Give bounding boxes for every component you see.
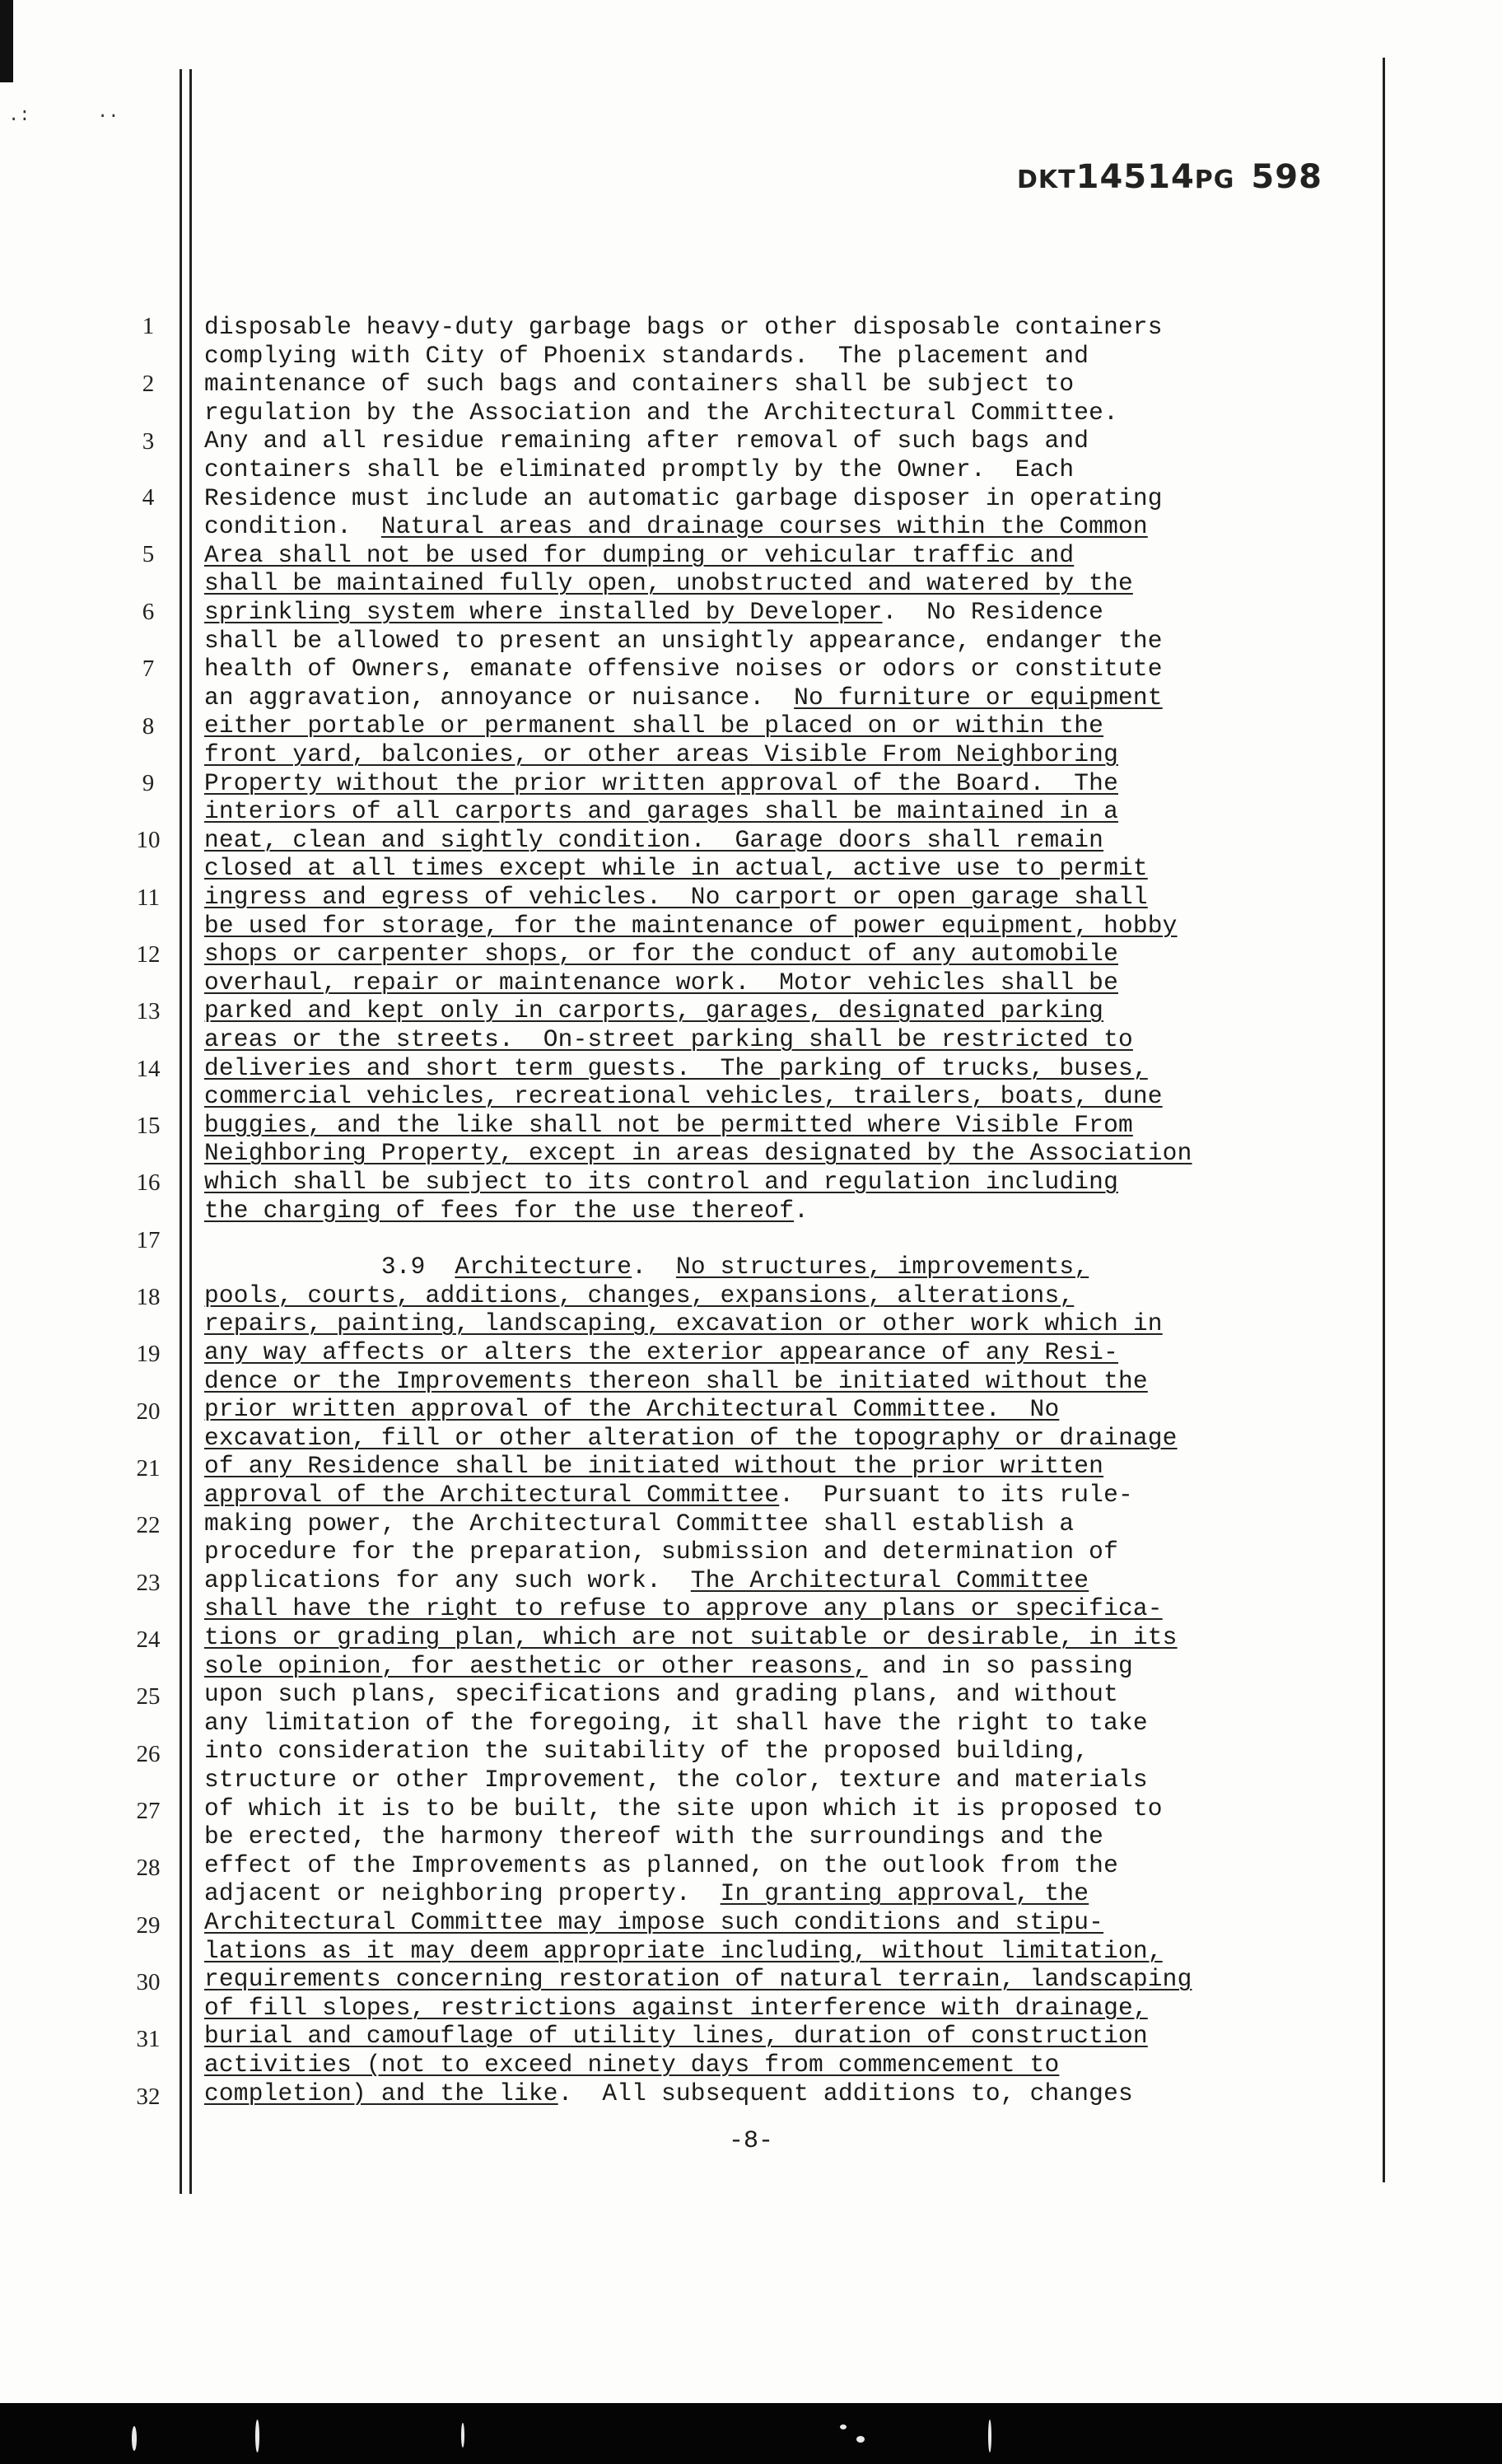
text-run: be erected, the harmony thereof with the surroundings and the xyxy=(204,1822,1104,1851)
text-run: adjacent or neighboring property. xyxy=(204,1879,721,1908)
text-line xyxy=(204,427,1089,455)
text-line xyxy=(204,1794,1163,1822)
left-margin-rule xyxy=(180,69,182,2194)
underlined-text: areas or the streets. On-street parking shall be restricted to xyxy=(204,1025,1133,1053)
line-number: 1 xyxy=(142,313,155,339)
underlined-text: Natural areas and drainage courses within the Common xyxy=(380,512,1148,541)
text-run: any limitation of the foregoing, it shall have the right to take xyxy=(204,1708,1148,1737)
line-number: 16 xyxy=(136,1169,161,1196)
text-line xyxy=(204,854,1148,882)
text-run: maintenance of such bags and containers shall be subject to xyxy=(204,370,1075,399)
underlined-text: ingress and egress of vehicles. No carport or open garage shall xyxy=(204,883,1148,911)
text-line xyxy=(204,512,1148,540)
underlined-text: requirements concerning restoration of natural terrain, landscaping xyxy=(204,1965,1192,1994)
text-line xyxy=(204,1937,1163,1965)
text-line xyxy=(204,912,1178,940)
underlined-text: activities (not to exceed ninety days from commencement to xyxy=(204,2051,1060,2079)
underlined-text: commercial vehicles, recreational vehicles, trailers, boats, dune xyxy=(204,1082,1163,1111)
text-line xyxy=(204,1111,1133,1139)
underlined-text: Neighboring Property, except in areas designated by the Association xyxy=(204,1139,1192,1168)
underlined-text: Area shall not be used for dumping or vehicular traffic and xyxy=(204,540,1075,569)
scan-speck: .. xyxy=(97,102,119,123)
book-page-stamp xyxy=(1017,158,1363,196)
underlined-text: deliveries and short term guests. The parking of trucks, buses, xyxy=(204,1053,1148,1082)
text-line xyxy=(204,1510,1074,1538)
right-margin-rule xyxy=(1383,58,1385,2182)
line-number: 4 xyxy=(142,484,155,511)
text-line xyxy=(204,569,1133,597)
line-number: 10 xyxy=(136,827,161,853)
text-line xyxy=(204,627,1163,655)
text-run: into consideration the suitability of the proposed building, xyxy=(204,1737,1089,1766)
line-number: 31 xyxy=(136,2026,161,2052)
line-number: 19 xyxy=(136,1341,161,1367)
text-run: . xyxy=(794,1196,809,1225)
text-line xyxy=(204,1452,1103,1480)
line-number: 23 xyxy=(136,1570,161,1596)
left-margin-rule xyxy=(189,69,192,2194)
text-line xyxy=(204,1281,1074,1309)
text-run: . Pursuant to its rule- xyxy=(779,1481,1133,1509)
text-line xyxy=(204,684,1163,712)
text-line xyxy=(204,2079,1133,2107)
text-line xyxy=(204,399,1118,427)
text-line xyxy=(204,940,1118,968)
line-number: 32 xyxy=(136,2084,161,2110)
text-line xyxy=(204,996,1103,1024)
underlined-text: No furniture or equipment xyxy=(794,683,1163,712)
text-line xyxy=(204,1822,1103,1850)
text-line xyxy=(204,1309,1163,1337)
text-line xyxy=(204,1737,1089,1765)
line-number: 28 xyxy=(136,1855,161,1881)
line-number: 20 xyxy=(136,1398,161,1425)
underlined-text: any way affects or alters the exterior appearance of any Resi- xyxy=(204,1338,1118,1366)
text-line xyxy=(204,740,1118,768)
text-run: condition. xyxy=(204,512,381,541)
scan-noise xyxy=(132,2426,137,2451)
line-number: 13 xyxy=(136,998,161,1024)
underlined-text: Architecture xyxy=(455,1253,632,1281)
line-number: 2 xyxy=(142,371,155,397)
underlined-text: sprinkling system where installed by Developer xyxy=(204,598,883,626)
line-number: 30 xyxy=(136,1969,161,1995)
text-run: shall be allowed to present an unsightly appearance, endanger the xyxy=(204,626,1163,655)
line-number: 6 xyxy=(142,599,155,625)
line-number: 22 xyxy=(136,1512,161,1538)
underlined-text: interiors of all carports and garages shall be maintained in a xyxy=(204,797,1118,826)
underlined-text: neat, clean and sightly condition. Garage doors shall remain xyxy=(204,825,1104,854)
stamp-page-number: 598 xyxy=(1251,158,1322,196)
underlined-text: be used for storage, for the maintenance of power equipment, hobby xyxy=(204,911,1178,940)
text-line xyxy=(204,1025,1133,1053)
text-run: Residence must include an automatic garbage disposer in operating xyxy=(204,483,1163,512)
text-line xyxy=(204,1908,1103,1936)
text-line xyxy=(204,826,1103,854)
underlined-text: Property without the prior written approval of the Board. The xyxy=(204,768,1118,797)
text-line xyxy=(204,2051,1059,2079)
underlined-text: front yard, balconies, or other areas Visible From Neighboring xyxy=(204,740,1118,768)
text-line xyxy=(204,883,1148,911)
line-number: 9 xyxy=(142,770,155,796)
line-number: 14 xyxy=(136,1056,161,1082)
text-line xyxy=(204,342,1089,370)
text-line xyxy=(204,1594,1163,1622)
scan-noise xyxy=(255,2420,259,2452)
text-line xyxy=(204,968,1118,996)
text-line xyxy=(204,655,1163,683)
line-number: 8 xyxy=(142,713,155,740)
underlined-text: shops or carpenter shops, or for the conduct of any automobile xyxy=(204,940,1118,968)
book-prefix: DKT xyxy=(1017,166,1076,194)
text-line xyxy=(204,1139,1192,1167)
line-number: 15 xyxy=(136,1113,161,1139)
text-line xyxy=(204,1652,1133,1680)
text-line xyxy=(204,1879,1089,1907)
text-run: . All subsequent additions to, changes xyxy=(557,2079,1133,2107)
line-number: 29 xyxy=(136,1912,161,1939)
text-run: and in so passing xyxy=(867,1651,1133,1680)
underlined-text: In granting approval, the xyxy=(720,1879,1089,1908)
text-line xyxy=(204,1395,1059,1423)
scan-noise xyxy=(856,2436,865,2443)
line-number: 5 xyxy=(142,541,155,567)
underlined-text: closed at all times except while in actual, active use to permit xyxy=(204,854,1148,883)
line-number: 24 xyxy=(136,1626,161,1653)
underlined-text: overhaul, repair or maintenance work. Motor vehicles shall be xyxy=(204,968,1118,996)
text-line xyxy=(204,1851,1118,1879)
underlined-text: dence or the Improvements thereon shall be initiated without the xyxy=(204,1366,1148,1395)
underlined-text: No structures, improvements, xyxy=(675,1253,1089,1281)
text-line xyxy=(204,1965,1192,1993)
text-line xyxy=(204,1680,1118,1708)
text-line xyxy=(204,1566,1089,1594)
underlined-text: which shall be subject to its control and regulation including xyxy=(204,1168,1118,1196)
text-line xyxy=(204,484,1163,512)
text-line xyxy=(204,712,1103,740)
scan-speck: .: xyxy=(8,105,30,126)
underlined-text: approval of the Architectural Committee xyxy=(204,1481,780,1509)
underlined-text: lations as it may deem appropriate including, without limitation, xyxy=(204,1936,1163,1965)
text-line xyxy=(204,1367,1148,1395)
text-run: procedure for the preparation, submission and determination of xyxy=(204,1538,1118,1566)
scan-corner-mark xyxy=(0,0,13,82)
underlined-text: sole opinion, for aesthetic or other reasons, xyxy=(204,1651,868,1680)
text-run: containers shall be eliminated promptly by the Owner. Each xyxy=(204,455,1075,483)
underlined-text: excavation, fill or other alteration of the topography or drainage xyxy=(204,1423,1178,1452)
line-number: 21 xyxy=(136,1455,161,1482)
scan-noise xyxy=(840,2424,847,2429)
page-prefix: PG xyxy=(1194,166,1235,194)
text-line xyxy=(204,455,1074,483)
text-line xyxy=(204,1338,1118,1366)
text-run: disposable heavy-duty garbage bags or other disposable containers xyxy=(204,313,1163,341)
text-line xyxy=(204,2022,1148,2050)
underlined-text: prior written approval of the Architectural Committee. No xyxy=(204,1395,1060,1424)
underlined-text: shall be maintained fully open, unobstructed and watered by the xyxy=(204,569,1133,598)
page-number: -8- xyxy=(728,2127,773,2155)
text-line xyxy=(204,313,1163,341)
text-line xyxy=(204,1766,1148,1794)
text-run: Any and all residue remaining after removal of such bags and xyxy=(204,427,1089,455)
underlined-text: Architectural Committee may impose such conditions and stipu- xyxy=(204,1908,1104,1936)
text-run: effect of the Improvements as planned, on the outlook from the xyxy=(204,1850,1118,1879)
underlined-text: shall have the right to refuse to approve any plans or specifica- xyxy=(204,1594,1163,1623)
text-line xyxy=(204,1082,1163,1110)
underlined-text: completion) and the like xyxy=(204,2079,558,2107)
text-line xyxy=(204,1197,809,1225)
text-line xyxy=(204,1709,1148,1737)
text-line xyxy=(204,541,1074,569)
text-line xyxy=(204,1623,1178,1651)
text-line xyxy=(204,1168,1118,1196)
text-line xyxy=(204,1481,1133,1509)
underlined-text: pools, courts, additions, changes, expansions, alterations, xyxy=(204,1281,1075,1309)
text-line xyxy=(204,598,1103,626)
text-run: of which it is to be built, the site upon which it is proposed to xyxy=(204,1794,1163,1822)
underlined-text: parked and kept only in carports, garages, designated parking xyxy=(204,996,1104,1025)
text-line xyxy=(204,370,1074,398)
text-run: 3.9 xyxy=(204,1253,455,1281)
text-run: applications for any such work. xyxy=(204,1566,691,1594)
line-number: 12 xyxy=(136,941,161,968)
text-line xyxy=(204,1424,1178,1452)
text-line xyxy=(204,1538,1118,1566)
text-line xyxy=(204,1253,1089,1281)
text-run: structure or other Improvement, the color, texture and materials xyxy=(204,1766,1148,1794)
line-number: 26 xyxy=(136,1741,161,1767)
text-line xyxy=(204,1054,1148,1082)
underlined-text: The Architectural Committee xyxy=(690,1566,1089,1594)
line-number: 27 xyxy=(136,1798,161,1824)
scan-noise xyxy=(461,2423,464,2448)
line-number: 25 xyxy=(136,1683,161,1710)
text-run: upon such plans, specifications and grading plans, and without xyxy=(204,1680,1118,1709)
text-run: regulation by the Association and the Architectural Committee. xyxy=(204,398,1118,427)
line-number: 18 xyxy=(136,1284,161,1310)
text-run: . xyxy=(632,1253,676,1281)
underlined-text: tions or grading plan, which are not suitable or desirable, in its xyxy=(204,1623,1178,1651)
text-run: health of Owners, emanate offensive noises or odors or constitute xyxy=(204,655,1163,684)
underlined-text: the charging of fees for the use thereof xyxy=(204,1196,795,1225)
scan-bottom-edge xyxy=(0,2403,1502,2464)
text-line xyxy=(204,1994,1148,2022)
line-number: 11 xyxy=(137,884,160,911)
text-run: complying with City of Phoenix standards. The placement and xyxy=(204,341,1089,370)
underlined-text: of any Residence shall be initiated without the prior written xyxy=(204,1452,1104,1481)
underlined-text: of fill slopes, restrictions against interference with drainage, xyxy=(204,1993,1148,2022)
text-run: an aggravation, annoyance or nuisance. xyxy=(204,683,795,712)
underlined-text: burial and camouflage of utility lines, duration of construction xyxy=(204,2022,1148,2051)
text-line xyxy=(204,769,1118,797)
text-run: making power, the Architectural Committee shall establish a xyxy=(204,1509,1075,1538)
underlined-text: repairs, painting, landscaping, excavation or other work which in xyxy=(204,1309,1163,1338)
text-run: . No Residence xyxy=(882,598,1104,626)
underlined-text: either portable or permanent shall be placed on or within the xyxy=(204,712,1104,740)
underlined-text: buggies, and the like shall not be permitted where Visible From xyxy=(204,1110,1133,1139)
line-number: 3 xyxy=(142,428,155,455)
book-number: 14514 xyxy=(1075,158,1195,196)
text-line xyxy=(204,797,1118,825)
line-number: 7 xyxy=(142,656,155,682)
scan-noise xyxy=(988,2420,991,2452)
line-number: 17 xyxy=(136,1227,161,1253)
